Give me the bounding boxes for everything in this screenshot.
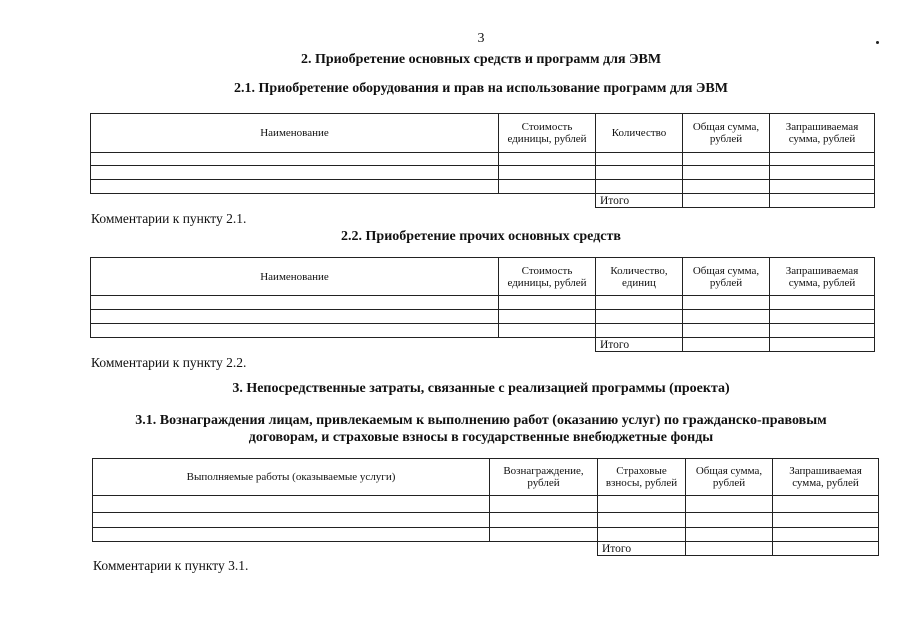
- table-row: [91, 324, 875, 338]
- table-row: [91, 180, 875, 194]
- total-row: [91, 194, 875, 208]
- total-row: [93, 542, 879, 556]
- section-3-1-title: [0, 412, 905, 446]
- comment-3-1: Комментарии к пункту 3.1.: [93, 558, 249, 573]
- total-label: Итого: [596, 194, 683, 208]
- section-3-title: 3. Непосредственные затраты, связанные с реализацией программы (проекта): [232, 381, 730, 396]
- col-requested-header: Запрашиваемая сумма, рублей: [770, 114, 875, 153]
- table-header-row: [91, 114, 875, 153]
- col-requested-header: Запрашиваемая сумма, рублей: [773, 459, 879, 496]
- total-row: [91, 338, 875, 352]
- col-quantity-header: Количество, единиц: [596, 258, 683, 296]
- total-requested-cell[interactable]: [773, 542, 879, 556]
- total-requested-cell[interactable]: [770, 338, 875, 352]
- table-3-1: [92, 458, 879, 556]
- total-sum-cell[interactable]: [686, 542, 773, 556]
- table-row: [91, 296, 875, 310]
- table-row: [91, 166, 875, 180]
- col-total-header: Общая сумма, рублей: [683, 258, 770, 296]
- col-unit-cost-header: Стоимость единицы, рублей: [499, 258, 596, 296]
- table-row: [91, 153, 875, 166]
- total-sum-cell[interactable]: [683, 338, 770, 352]
- page-number: 3: [477, 31, 485, 46]
- table-2-2: [90, 257, 875, 352]
- table-row: [91, 310, 875, 324]
- comment-2-1: Комментарии к пункту 2.1.: [91, 211, 247, 226]
- total-label: Итого: [596, 338, 683, 352]
- scan-dot: [876, 41, 879, 44]
- total-label: Итого: [598, 542, 686, 556]
- table-header-row: [93, 459, 879, 496]
- total-sum-cell[interactable]: [683, 194, 770, 208]
- col-quantity-header: Количество: [596, 114, 683, 153]
- section-2-2-title: 2.2. Приобретение прочих основных средств: [341, 229, 621, 244]
- total-requested-cell[interactable]: [770, 194, 875, 208]
- table-header-row: [91, 258, 875, 296]
- col-requested-header: Запрашиваемая сумма, рублей: [770, 258, 875, 296]
- section-2-title: 2. Приобретение основных средств и программ для ЭВМ: [300, 52, 662, 67]
- col-insurance-header: Страховые взносы, рублей: [598, 459, 686, 496]
- table-2-1: [90, 113, 875, 208]
- section-3-1-title-line-1: 3.1. Вознаграждения лицам, привлекаемым к выполнению работ (оказанию услуг) по гражданско-правовым: [135, 413, 827, 428]
- col-name-header: Наименование: [91, 258, 499, 296]
- col-name-header: Наименование: [91, 114, 499, 153]
- comment-2-2: Комментарии к пункту 2.2.: [91, 355, 247, 370]
- table-row: [93, 496, 879, 513]
- section-3-1-title-line-2: договорам, и страховые взносы в государственные внебюджетные фонды: [248, 430, 714, 445]
- col-works-header: Выполняемые работы (оказываемые услуги): [93, 459, 490, 496]
- table-row: [93, 528, 879, 542]
- section-2-1-title: 2.1. Приобретение оборудования и прав на использование программ для ЭВМ: [234, 81, 728, 96]
- col-total-header: Общая сумма, рублей: [686, 459, 773, 496]
- col-unit-cost-header: Стоимость единицы, рублей: [499, 114, 596, 153]
- col-remuneration-header: Вознаграждение, рублей: [490, 459, 598, 496]
- table-row: [93, 513, 879, 528]
- col-total-header: Общая сумма, рублей: [683, 114, 770, 153]
